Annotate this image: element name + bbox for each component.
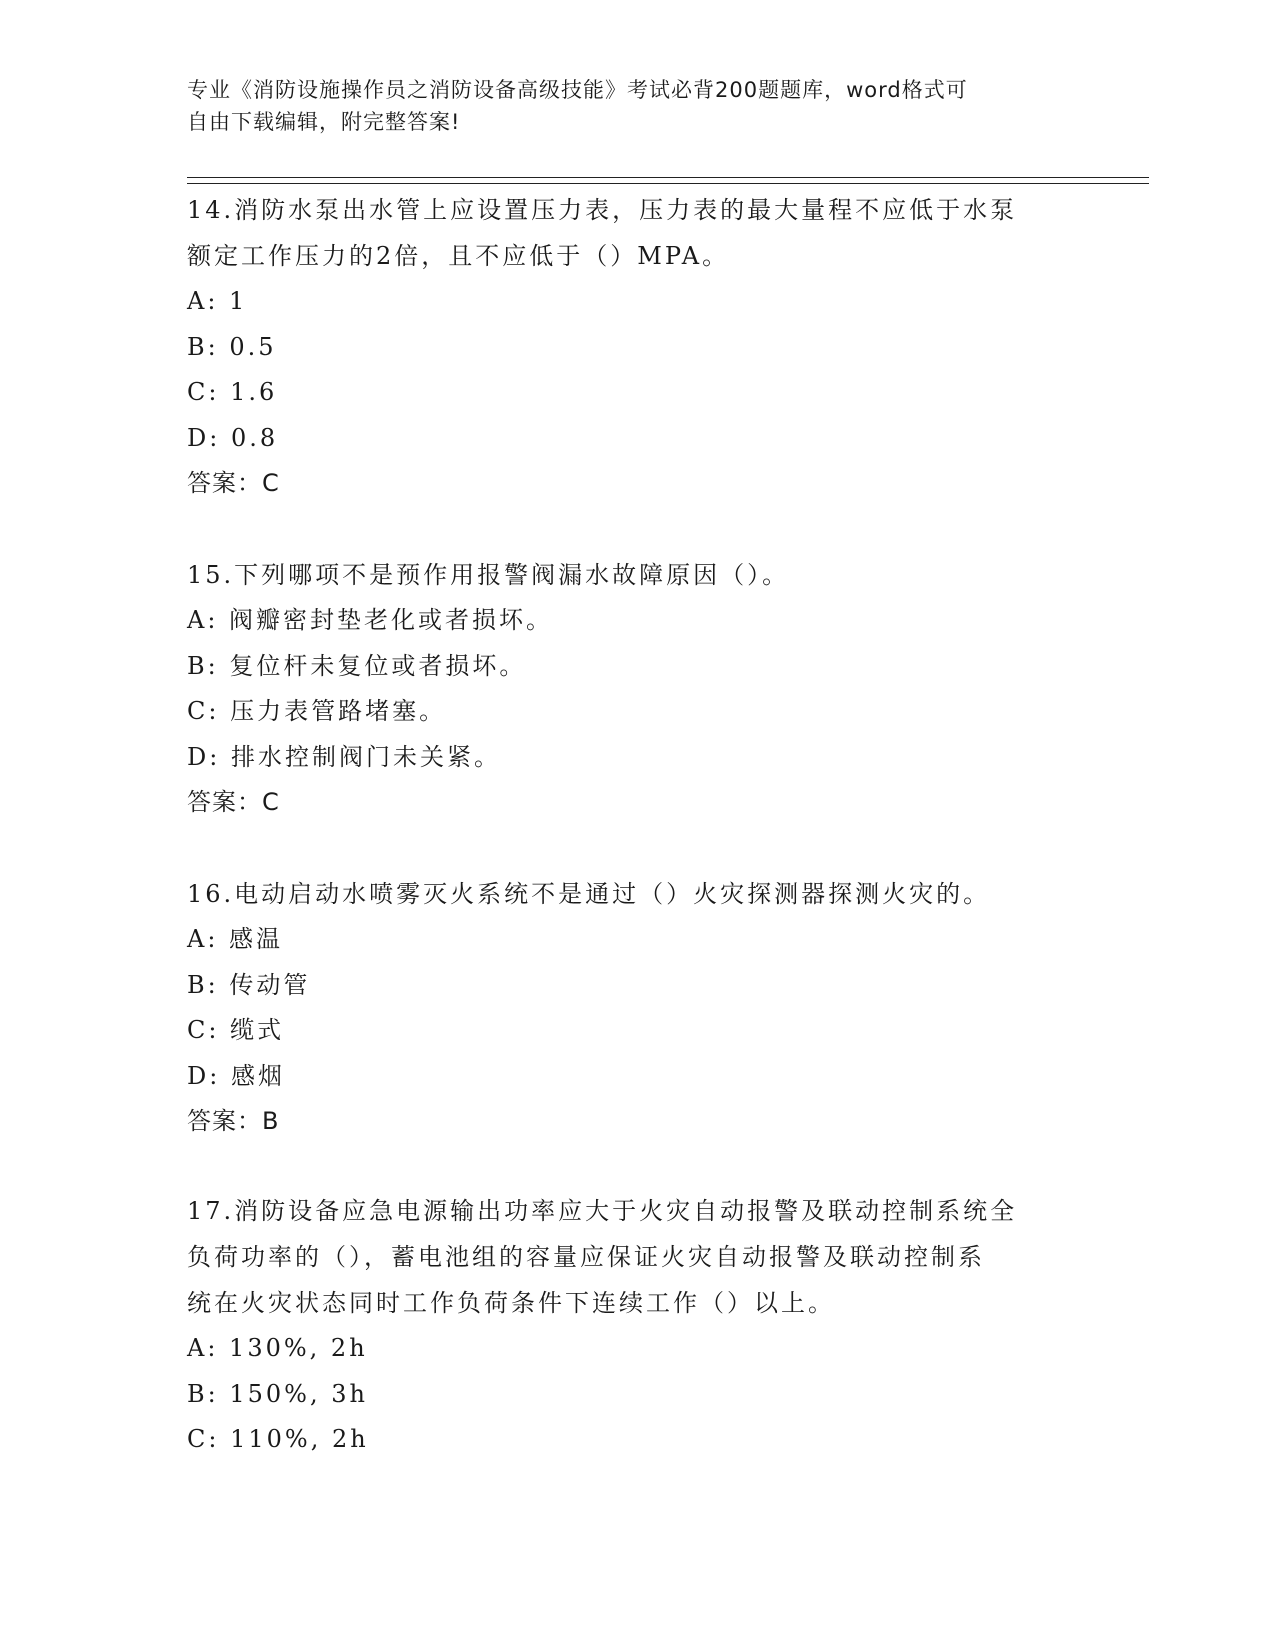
- option-d: D: 排水控制阀门未关紧。: [187, 742, 501, 771]
- option-a: A: 阀瓣密封垫老化或者损坏。: [187, 606, 554, 634]
- question-stem-line: 15.下列哪项不是预作用报警阀漏水故障原因（）。: [187, 561, 790, 589]
- option-c: C: 压力表管路堵塞。: [187, 697, 447, 725]
- header-divider-top: [187, 177, 1149, 178]
- answer: 答案：B: [187, 1107, 280, 1135]
- option-d: D: 感烟: [187, 1061, 285, 1090]
- question-stem-line: 17.消防设备应急电源输出功率应大于火灾自动报警及联动控制系统全: [187, 1197, 1018, 1225]
- header-divider-bottom: [187, 183, 1149, 184]
- answer: 答案：C: [187, 469, 280, 497]
- question-14: [187, 187, 1087, 506]
- option-c: C: 1.6: [187, 378, 278, 406]
- answer: 答案：C: [187, 788, 280, 816]
- option-a: A: 130%, 2h: [187, 1334, 368, 1362]
- option-c: C: 缆式: [187, 1016, 285, 1044]
- question-16: [187, 871, 1087, 1144]
- option-a: A: 感温: [187, 925, 284, 953]
- option-b: B: 复位杆未复位或者损坏。: [187, 651, 527, 680]
- header-line-1: 专业《消防设施操作员之消防设备高级技能》考试必背200题题库，word格式可: [187, 78, 968, 102]
- question-stem-line: 负荷功率的（），蓄电池组的容量应保证火灾自动报警及联动控制系: [187, 1243, 985, 1271]
- document-header: [187, 74, 1087, 138]
- option-a: A: 1: [187, 287, 248, 315]
- header-line-2: 自由下载编辑，附完整答案!: [187, 110, 461, 134]
- option-b: B: 传动管: [187, 970, 311, 999]
- question-stem-line: 16.电动启动水喷雾灭火系统不是通过（）火灾探测器探测火灾的。: [187, 880, 991, 908]
- question-15: [187, 552, 1087, 825]
- question-stem-line: 14.消防水泵出水管上应设置压力表，压力表的最大量程不应低于水泵: [187, 196, 1018, 224]
- option-b: B: 0.5: [187, 332, 277, 361]
- question-stem-line: 统在火灾状态同时工作负荷条件下连续工作（）以上。: [187, 1289, 835, 1317]
- option-c: C: 110%, 2h: [187, 1425, 369, 1453]
- option-d: D: 0.8: [187, 423, 279, 452]
- question-stem-line: 额定工作压力的2倍，且不应低于（）MPA。: [187, 242, 730, 270]
- option-b: B: 150%, 3h: [187, 1379, 368, 1408]
- question-17: [187, 1188, 1087, 1463]
